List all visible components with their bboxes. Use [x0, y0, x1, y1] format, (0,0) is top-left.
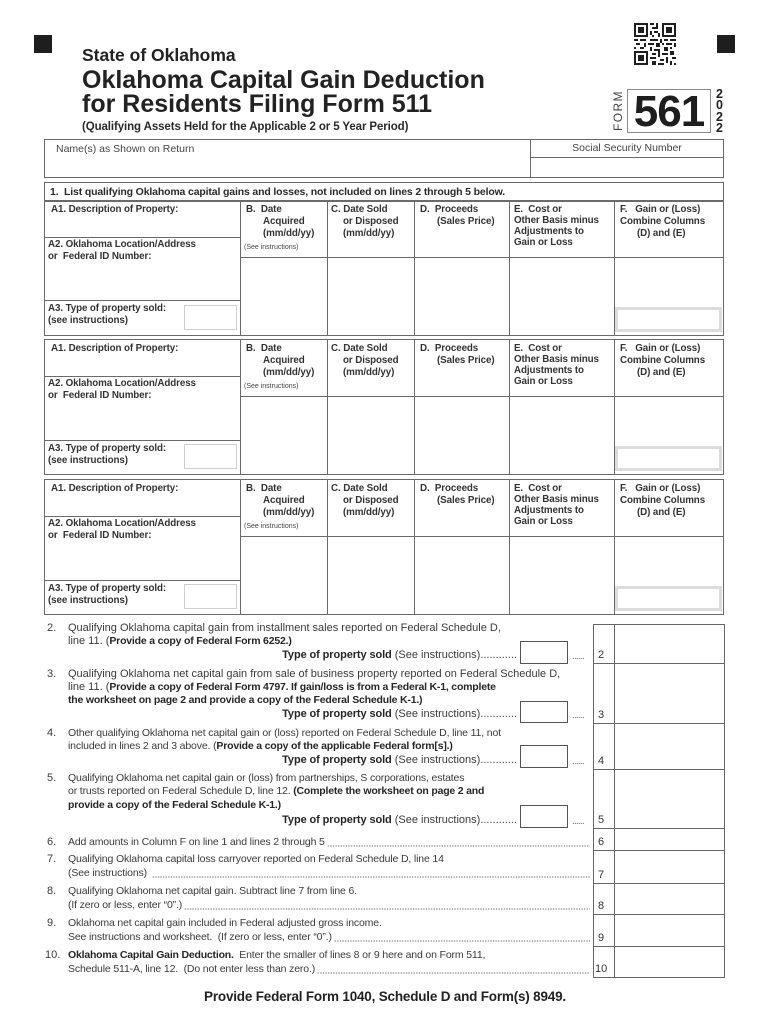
- line-3-text: [68, 681, 496, 694]
- a2-label: A2. Oklahoma Location/Address: [48, 239, 196, 250]
- col-c-label: (mm/dd/yy): [343, 367, 395, 378]
- line-5-text-bold: provide a copy of the Federal Schedule K-1.): [68, 799, 281, 811]
- line-7-amount-box: [593, 850, 725, 884]
- line-number-cell: [594, 915, 615, 946]
- col-f-label: (D) and (E): [637, 228, 686, 239]
- year-digit: 2: [716, 120, 723, 135]
- divider: [45, 300, 240, 301]
- line-3-text: Qualifying Oklahoma net capital gain from sale of business property reported on Federal Schedule D,: [68, 668, 561, 680]
- line-3-amount-field[interactable]: [615, 664, 724, 723]
- divider: [509, 480, 510, 614]
- footer-instruction: Provide Federal Form 1040, Schedule D and Form(s) 8949.: [204, 989, 566, 1004]
- a1-description-field[interactable]: [47, 496, 238, 514]
- line-7-text: [68, 867, 590, 880]
- type-label-hint: (See instructions)............: [391, 754, 517, 766]
- line-number: 9: [598, 932, 605, 944]
- divider: [45, 440, 240, 441]
- name-label: Name(s) as Shown on Return: [56, 143, 195, 155]
- col-e-label: Gain or Loss: [514, 237, 573, 248]
- col-b-label: Acquired: [263, 216, 305, 227]
- line-7-number: 7.: [47, 853, 57, 865]
- col-d-label: D. Proceeds: [420, 204, 479, 215]
- a2-label: A2. Oklahoma Location/Address: [48, 518, 196, 529]
- line-5-text: [68, 799, 281, 812]
- col-e-label: E. Cost or: [514, 483, 562, 494]
- a2-location-field[interactable]: [47, 544, 238, 576]
- divider: [530, 157, 723, 158]
- type-label-bold: Type of property sold: [282, 708, 392, 720]
- col-b-label: (mm/dd/yy): [263, 367, 315, 378]
- a3-type-field[interactable]: [184, 584, 237, 609]
- line-5-text: Qualifying Oklahoma net capital gain or (loss) from partnerships, S corporations, estates: [68, 772, 465, 784]
- line-8-text-plain: (If zero or less, enter “0”.): [68, 899, 183, 911]
- dot-leader: [152, 869, 590, 878]
- gain-loss-field[interactable]: [615, 446, 722, 471]
- line-number: 10: [595, 963, 608, 975]
- form-number: 561: [627, 89, 711, 133]
- a3-label: A3. Type of property sold:: [48, 443, 167, 454]
- gain-loss-field[interactable]: [615, 307, 722, 332]
- col-e-label: Other Basis minus: [514, 354, 599, 365]
- cost-basis-field[interactable]: [511, 259, 613, 333]
- col-c-label: C. Date Sold: [331, 343, 388, 354]
- a3-label: (see instructions): [48, 455, 128, 466]
- line-5-text-plain: or trusts reported on Federal Schedule D, line 12.: [68, 785, 294, 797]
- line-6-number: 6.: [47, 836, 57, 848]
- line-8-text: Qualifying Oklahoma net capital gain. Subtract line 7 from line 6.: [68, 885, 357, 897]
- col-b-note: (See instructions): [244, 244, 299, 251]
- line-4-text-plain: included in lines 2 and 3 above. (: [68, 740, 217, 752]
- a1-label: A1. Description of Property:: [51, 343, 179, 354]
- a3-type-field[interactable]: [184, 444, 237, 469]
- divider: [45, 376, 240, 377]
- col-f-label: (D) and (E): [637, 507, 686, 518]
- a1-label: A1. Description of Property:: [51, 204, 179, 215]
- col-f-label: F. Gain or (Loss): [620, 204, 701, 215]
- line-4-text-bold: Provide a copy of the applicable Federal form[s].): [216, 740, 453, 752]
- line-number-cell: [594, 829, 615, 850]
- line-6-amount-box: [593, 828, 725, 851]
- col-b-label: (mm/dd/yy): [263, 228, 315, 239]
- line-8-number: 8.: [47, 885, 57, 897]
- divider: [240, 257, 723, 258]
- col-d-label: (Sales Price): [437, 216, 495, 227]
- col-e-label: Adjustments to: [514, 365, 584, 376]
- a2-location-field[interactable]: [47, 404, 238, 436]
- type-label-hint: (See instructions)............: [391, 649, 517, 661]
- form-title-line1: Oklahoma Capital Gain Deduction: [82, 66, 485, 94]
- line-5-type-field[interactable]: [520, 805, 568, 828]
- line-6-text-plain: Add amounts in Column F on line 1 and lines 2 through 5: [68, 836, 325, 848]
- line-10-text-plain: Schedule 511-A, line 12. (Do not enter less than zero.): [68, 963, 316, 975]
- line-2-number: 2.: [47, 622, 57, 634]
- form-title-line2: for Residents Filing Form 511: [82, 90, 433, 118]
- divider: [327, 480, 328, 614]
- line-2-type-field[interactable]: [520, 641, 568, 664]
- year-digit: 0: [716, 98, 723, 113]
- divider: [414, 340, 415, 474]
- col-b-label: B. Date: [246, 343, 282, 354]
- line-number: 3: [598, 709, 605, 721]
- divider: [240, 396, 723, 397]
- divider: [414, 201, 415, 335]
- name-field[interactable]: [49, 157, 527, 175]
- col-b-label: B. Date: [246, 204, 282, 215]
- type-label-bold: Type of property sold: [282, 754, 392, 766]
- col-e-label: Gain or Loss: [514, 376, 573, 387]
- property-block-1: [44, 200, 724, 336]
- line-5-amount-box: [593, 769, 725, 829]
- col-c-label: or Disposed: [343, 216, 399, 227]
- col-f-label: (D) and (E): [637, 367, 686, 378]
- line-3-text: [68, 694, 422, 707]
- proceeds-field[interactable]: [416, 538, 508, 612]
- divider: [45, 237, 240, 238]
- divider: [327, 201, 328, 335]
- date-sold-field[interactable]: [329, 398, 413, 472]
- gain-loss-field[interactable]: [615, 586, 722, 611]
- line-number-cell: [594, 770, 615, 828]
- col-c-label: C. Date Sold: [331, 483, 388, 494]
- a1-label: A1. Description of Property:: [51, 483, 179, 494]
- line-2-amount-box: [593, 624, 725, 664]
- divider: [327, 340, 328, 474]
- proceeds-field[interactable]: [416, 398, 508, 472]
- col-b-note: (See instructions): [244, 383, 299, 390]
- line-9-amount-field[interactable]: [615, 915, 724, 946]
- col-c-label: C. Date Sold: [331, 204, 388, 215]
- col-e-label: Adjustments to: [514, 505, 584, 516]
- col-c-label: or Disposed: [343, 355, 399, 366]
- line-9-number: 9.: [47, 917, 57, 929]
- section1-header: [44, 182, 724, 202]
- line-number-cell: [594, 851, 615, 883]
- ssn-label: Social Security Number: [572, 142, 682, 154]
- line-number: 8: [598, 900, 605, 912]
- a2-location-field[interactable]: [47, 265, 238, 297]
- line-7-amount-field[interactable]: [615, 851, 724, 883]
- line-4-type-label: [282, 754, 517, 767]
- a3-label: A3. Type of property sold:: [48, 303, 167, 314]
- line-3-type-field[interactable]: [520, 701, 568, 723]
- col-e-label: Adjustments to: [514, 226, 584, 237]
- section1-title: 1. List qualifying Oklahoma capital gains and losses, not included on lines 2 through 5 below.: [50, 186, 506, 198]
- a3-label: (see instructions): [48, 315, 128, 326]
- divider: [240, 536, 723, 537]
- line-5-type-label: [282, 814, 517, 827]
- col-b-label: Acquired: [263, 495, 305, 506]
- line-3-number: 3.: [47, 668, 57, 680]
- line-10-number: 10.: [45, 949, 61, 961]
- dot-leader: [327, 838, 590, 847]
- line-number-cell: [594, 884, 615, 914]
- line-5-text: [68, 785, 484, 798]
- col-b-note: (See instructions): [244, 523, 299, 530]
- line-10-text-plain: Enter the smaller of lines 8 or 9 here and on Form 511,: [233, 949, 486, 961]
- property-block-2: [44, 339, 724, 475]
- line-2-text-bold: Provide a copy of Federal Form 6252.): [109, 635, 292, 647]
- divider: [45, 516, 240, 517]
- registration-mark-left: [34, 35, 52, 53]
- line-3-amount-box: [593, 663, 725, 724]
- dot-leader: ......: [572, 756, 585, 766]
- line-2-text-plain: line 11. (: [68, 635, 110, 647]
- dot-leader: [184, 901, 590, 910]
- col-c-label: (mm/dd/yy): [343, 228, 395, 239]
- a1-description-field[interactable]: [47, 356, 238, 374]
- a1-description-field[interactable]: [47, 217, 238, 235]
- a2-label: or Federal ID Number:: [48, 530, 152, 541]
- line-4-text: Other qualifying Oklahoma net capital gain or (loss) reported on Federal Schedule D, line 11, not: [68, 727, 501, 739]
- line-5-amount-field[interactable]: [615, 770, 724, 828]
- col-e-label: Gain or Loss: [514, 516, 573, 527]
- col-f-label: F. Gain or (Loss): [620, 343, 701, 354]
- a2-label: A2. Oklahoma Location/Address: [48, 378, 196, 389]
- line-10-amount-field[interactable]: [615, 947, 724, 977]
- col-d-label: (Sales Price): [437, 495, 495, 506]
- line-4-text: [68, 740, 453, 753]
- state-label: State of Oklahoma: [82, 45, 236, 65]
- col-b-label: Acquired: [263, 355, 305, 366]
- line-6-amount-field[interactable]: [615, 829, 724, 850]
- line-10-text: [68, 963, 590, 976]
- taxpayer-info-box: [44, 139, 724, 178]
- line-2-type-label: [282, 649, 517, 662]
- line-9-text: [68, 931, 590, 944]
- line-number: 6: [598, 836, 605, 848]
- a2-label: or Federal ID Number:: [48, 390, 152, 401]
- line-number-cell: [594, 947, 615, 977]
- col-e-label: E. Cost or: [514, 343, 562, 354]
- line-2-amount-field[interactable]: [615, 625, 724, 663]
- type-label-bold: Type of property sold: [282, 814, 392, 826]
- line-4-type-field[interactable]: [520, 745, 568, 768]
- dot-leader: ......: [572, 816, 585, 826]
- line-8-amount-box: [593, 883, 725, 915]
- line-8-text: [68, 899, 590, 912]
- line-number: 7: [598, 869, 605, 881]
- line-5-text-bold: (Complete the worksheet on page 2 and: [293, 785, 485, 797]
- col-e-label: E. Cost or: [514, 204, 562, 215]
- col-f-label: F. Gain or (Loss): [620, 483, 701, 494]
- type-label-hint: (See instructions)............: [391, 708, 517, 720]
- line-10-text-bold: Oklahoma Capital Gain Deduction.: [68, 949, 234, 961]
- date-acquired-field[interactable]: [242, 398, 326, 472]
- line-3-text-bold: Provide a copy of Federal Form 4797. If gain/loss is from a Federal K-1, complete: [109, 681, 496, 693]
- line-number-cell: [594, 724, 615, 769]
- cost-basis-field[interactable]: [511, 538, 613, 612]
- date-sold-field[interactable]: [329, 538, 413, 612]
- line-4-amount-field[interactable]: [615, 724, 724, 769]
- divider: [45, 580, 240, 581]
- col-d-label: (Sales Price): [437, 355, 495, 366]
- col-f-label: Combine Columns: [620, 495, 706, 506]
- col-b-label: B. Date: [246, 483, 282, 494]
- line-9-amount-box: [593, 914, 725, 947]
- col-d-label: D. Proceeds: [420, 343, 479, 354]
- line-10-text: [68, 949, 485, 962]
- line-8-amount-field[interactable]: [615, 884, 724, 914]
- cost-basis-field[interactable]: [511, 398, 613, 472]
- col-d-label: D. Proceeds: [420, 483, 479, 494]
- dot-leader: ......: [572, 710, 585, 720]
- form-word-label: FORM: [611, 90, 625, 132]
- tax-year: [714, 89, 725, 134]
- a3-label: (see instructions): [48, 595, 128, 606]
- line-3-text-plain: line 11. (: [68, 681, 110, 693]
- dot-leader: ......: [572, 651, 585, 661]
- col-e-label: Other Basis minus: [514, 494, 599, 505]
- col-c-label: or Disposed: [343, 495, 399, 506]
- a3-type-field[interactable]: [184, 305, 237, 330]
- line-number: 4: [598, 755, 605, 767]
- col-e-label: Other Basis minus: [514, 215, 599, 226]
- line-number: 2: [598, 649, 605, 661]
- line-4-amount-box: [593, 723, 725, 770]
- dot-leader: [317, 965, 590, 974]
- date-acquired-field[interactable]: [242, 538, 326, 612]
- line-10-amount-box: [593, 946, 725, 978]
- a3-label: A3. Type of property sold:: [48, 583, 167, 594]
- a2-label: or Federal ID Number:: [48, 251, 152, 262]
- col-f-label: Combine Columns: [620, 355, 706, 366]
- line-3-type-label: [282, 708, 517, 721]
- line-9-text: Oklahoma net capital gain included in Federal adjusted gross income.: [68, 917, 382, 929]
- divider: [240, 340, 241, 474]
- divider: [509, 201, 510, 335]
- ssn-field[interactable]: [533, 159, 721, 176]
- registration-mark-right: [717, 35, 735, 53]
- divider: [414, 480, 415, 614]
- line-number: 5: [598, 814, 605, 826]
- divider: [240, 480, 241, 614]
- divider: [509, 340, 510, 474]
- date-acquired-field[interactable]: [242, 259, 326, 333]
- divider: [240, 201, 241, 335]
- type-label-hint: (See instructions)............: [391, 814, 517, 826]
- proceeds-field[interactable]: [416, 259, 508, 333]
- col-c-label: (mm/dd/yy): [343, 507, 395, 518]
- line-number-cell: [594, 664, 615, 723]
- line-9-text-plain: See instructions and worksheet. (If zero or less, enter “0”.): [68, 931, 332, 943]
- line-2-text: [68, 635, 292, 648]
- line-2-text: Qualifying Oklahoma capital gain from installment sales reported on Federal Schedule D,: [68, 622, 501, 634]
- line-4-number: 4.: [47, 727, 57, 739]
- dot-leader: [334, 933, 590, 942]
- year-digit: 2: [716, 87, 723, 101]
- property-block-3: [44, 479, 724, 615]
- date-sold-field[interactable]: [329, 259, 413, 333]
- line-7-text: Qualifying Oklahoma capital loss carryover reported on Federal Schedule D, line 14: [68, 853, 444, 865]
- line-6-text: [68, 836, 590, 849]
- form-subtitle: (Qualifying Assets Held for the Applicable 2 or 5 Year Period): [82, 121, 409, 133]
- type-label-bold: Type of property sold: [282, 649, 392, 661]
- line-7-text-plain: (See instructions): [68, 867, 150, 879]
- line-3-text-bold: the worksheet on page 2 and provide a copy of the Federal Schedule K-1.): [68, 694, 423, 706]
- col-f-label: Combine Columns: [620, 216, 706, 227]
- col-b-label: (mm/dd/yy): [263, 507, 315, 518]
- qr-code-icon: [634, 23, 676, 65]
- line-5-number: 5.: [47, 772, 57, 784]
- year-digit: 2: [716, 109, 723, 124]
- line-number-cell: [594, 625, 615, 663]
